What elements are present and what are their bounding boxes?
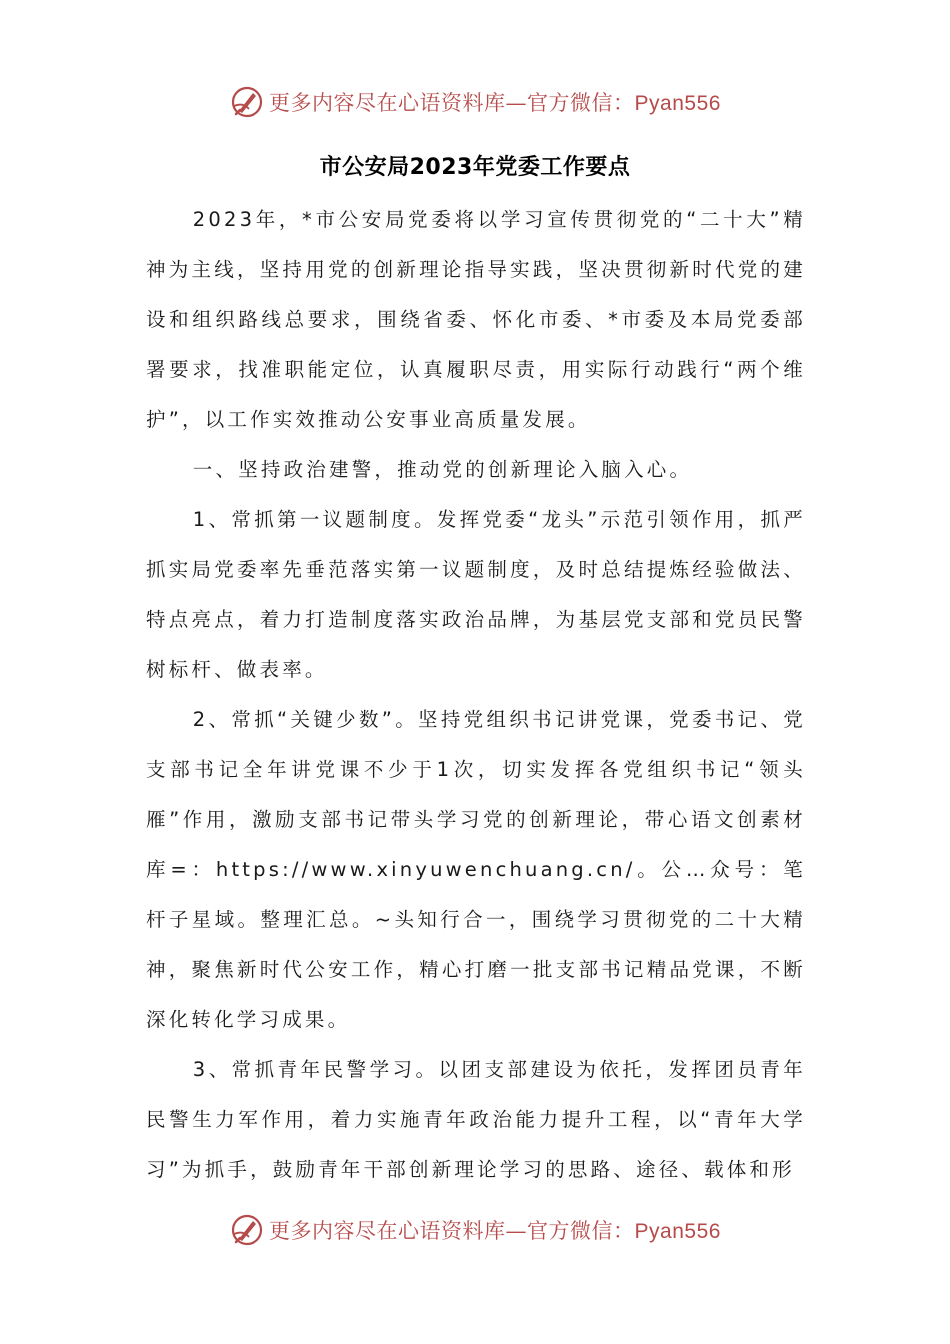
watermark-banner-top (0, 82, 950, 122)
quill-pen-logo-icon (229, 1212, 265, 1248)
paragraph-section-heading-1: 一、坚持政治建警，推动党的创新理论入脑入心。 (192, 458, 693, 481)
watermark-account: Pyan556 (634, 92, 721, 115)
watermark-text: 更多内容尽在心语资料库—官方微信：Pyan556 (269, 1219, 721, 1243)
watermark-text: 更多内容尽在心语资料库—官方微信：Pyan556 (269, 91, 721, 115)
paragraph-item-1: 1、常抓第一议题制度。发挥党委“龙头”示范引领作用，抓严抓实局党委率先垂范落实第一议题制度，及时总结提炼经验做法、特点亮点，着力打造制度落实政治品牌，为基层党支部和党员民警树标杆、做表率。 (146, 508, 806, 681)
paragraph-intro: 2023年，*市公安局党委将以学习宣传贯彻党的“二十大”精神为主线，坚持用党的创新理论指导实践，坚决贯彻新时代党的建设和组织路线总要求，围绕省委、怀化市委、*市委及本局党委部署要求，找准职能定位，认真履职尽责，用实际行动践行“两个维护”，以工作实效推动公安事业高质量发展。 (146, 208, 806, 431)
paragraph-item-3: 3、常抓青年民警学习。以团支部建设为依托，发挥团员青年民警生力军作用，着力实施青年政治能力提升工程，以“青年大学习”为抓手，鼓励青年干部创新理论学习的思路、途径、载体和形 (146, 1058, 806, 1181)
watermark-account: Pyan556 (634, 1220, 721, 1243)
document-body (146, 195, 806, 1195)
document-title: 市公安局2023年党委工作要点 (319, 155, 631, 180)
watermark-banner-bottom (0, 1210, 950, 1250)
paragraph-item-2: 2、常抓“关键少数”。坚持党组织书记讲党课，党委书记、党支部书记全年讲党课不少于1次，切实发挥各党组织书记“领头雁”作用，激励支部书记带头学习党的创新理论，带心语文创素材库=：https://www.xinyuwenchuang.cn/。公…众号：笔杆子星域。整理汇总。~头知行合一，围绕学习贯彻党的二十大精神，聚焦新时代公安工作，精心打磨一批支部书记精品党课，不断深化转化学习成果。 (146, 708, 806, 1031)
quill-pen-logo-icon (229, 84, 265, 120)
